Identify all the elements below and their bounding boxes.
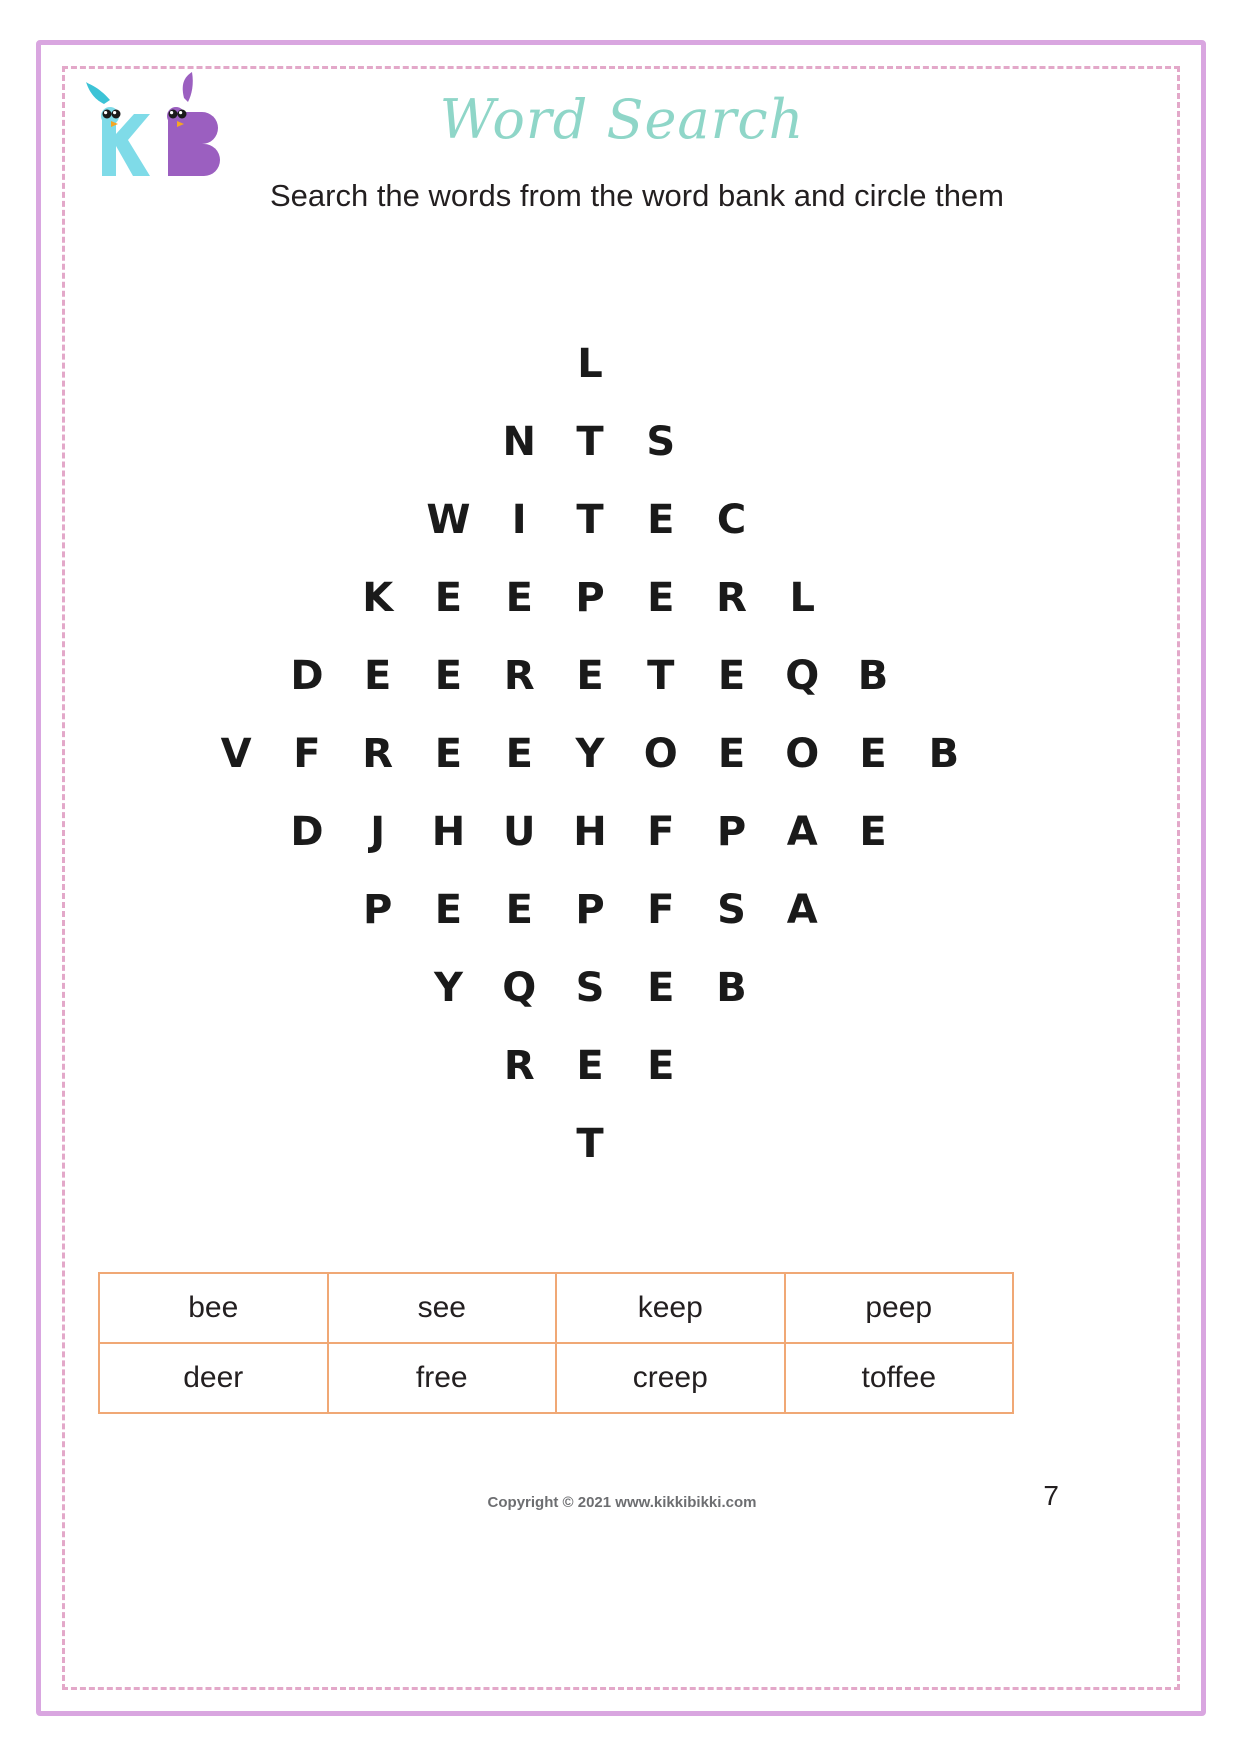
grid-cell[interactable]: E (364, 653, 392, 699)
word-bank-cell[interactable]: free (328, 1343, 557, 1413)
grid-cell[interactable]: E (576, 653, 604, 699)
grid-row (130, 637, 1050, 715)
grid-cell[interactable]: Y (433, 965, 463, 1011)
grid-cell[interactable]: E (505, 575, 533, 621)
table-row (99, 1273, 1013, 1343)
grid-cell[interactable]: W (426, 497, 471, 543)
grid-cell[interactable]: E (859, 731, 887, 777)
table-row (99, 1343, 1013, 1413)
grid-cell[interactable]: F (647, 887, 675, 933)
grid-row (130, 871, 1050, 949)
grid-cell[interactable]: A (786, 809, 818, 855)
grid-cell[interactable]: E (717, 653, 746, 699)
word-bank-table (98, 1272, 1014, 1414)
grid-cell[interactable]: S (575, 965, 605, 1011)
grid-row (130, 949, 1050, 1027)
grid-cell[interactable]: P (575, 887, 605, 933)
grid-cell[interactable]: H (431, 809, 466, 855)
grid-cell[interactable]: Q (502, 965, 537, 1011)
grid-row (130, 559, 1050, 637)
word-search-grid[interactable] (130, 325, 1050, 1183)
grid-cell[interactable]: D (290, 653, 324, 699)
grid-cell[interactable]: D (290, 809, 324, 855)
grid-cell[interactable]: J (370, 809, 386, 855)
grid-cell[interactable]: I (511, 497, 527, 543)
word-bank-cell[interactable]: creep (556, 1343, 785, 1413)
grid-cell[interactable]: E (647, 1043, 675, 1089)
grid-cell[interactable]: L (789, 575, 816, 621)
grid-cell[interactable]: E (647, 497, 675, 543)
grid-cell[interactable]: O (785, 731, 820, 777)
grid-cell[interactable]: P (363, 887, 393, 933)
word-bank-cell[interactable]: deer (99, 1343, 328, 1413)
grid-cell[interactable]: R (362, 731, 394, 777)
grid-cell[interactable]: R (716, 575, 747, 621)
grid-row (130, 325, 1050, 403)
grid-cell[interactable]: E (434, 731, 463, 777)
grid-cell[interactable]: V (220, 731, 252, 777)
grid-cell[interactable]: S (717, 887, 746, 933)
copyright-notice: Copyright © 2021 www.kikkibikki.com (487, 1494, 757, 1511)
grid-cell[interactable]: F (293, 731, 321, 777)
grid-cell[interactable]: B (857, 653, 889, 699)
grid-cell[interactable]: P (716, 809, 747, 855)
grid-cell[interactable]: E (434, 653, 463, 699)
grid-cell[interactable]: K (362, 575, 394, 621)
grid-cell[interactable]: R (503, 1043, 535, 1089)
grid-cell[interactable]: E (859, 809, 887, 855)
page-number: 7 (1043, 1480, 1059, 1511)
grid-cell[interactable]: A (786, 887, 818, 933)
grid-row (130, 481, 1050, 559)
grid-cell[interactable]: T (576, 497, 604, 543)
grid-cell[interactable]: H (573, 809, 607, 855)
grid-cell[interactable]: E (434, 575, 463, 621)
grid-cell[interactable]: S (646, 419, 676, 465)
grid-cell[interactable]: Y (575, 731, 605, 777)
grid-cell[interactable]: T (576, 1121, 604, 1167)
grid-cell[interactable]: E (647, 965, 675, 1011)
grid-row (130, 1027, 1050, 1105)
word-bank-cell[interactable]: toffee (785, 1343, 1014, 1413)
grid-cell[interactable]: B (928, 731, 960, 777)
grid-cell[interactable]: E (647, 575, 675, 621)
grid-cell[interactable]: E (505, 887, 533, 933)
grid-cell[interactable]: U (502, 809, 536, 855)
grid-cell[interactable]: R (503, 653, 535, 699)
grid-cell[interactable]: E (717, 731, 746, 777)
grid-cell[interactable]: E (434, 887, 463, 933)
grid-cell[interactable]: E (505, 731, 533, 777)
grid-row (130, 715, 1050, 793)
word-bank-cell[interactable]: keep (556, 1273, 785, 1343)
grid-row (130, 793, 1050, 871)
page-instructions: Search the words from the word bank and circle them (269, 178, 1004, 213)
grid-cell[interactable]: B (716, 965, 747, 1011)
word-bank-cell[interactable]: peep (785, 1273, 1014, 1343)
grid-cell[interactable]: L (577, 341, 603, 387)
grid-cell[interactable]: T (647, 653, 675, 699)
grid-cell[interactable]: O (643, 731, 678, 777)
word-bank-cell[interactable]: see (328, 1273, 557, 1343)
grid-row (130, 1105, 1050, 1183)
grid-cell[interactable]: E (576, 1043, 604, 1089)
grid-cell[interactable]: T (576, 419, 604, 465)
grid-cell[interactable]: C (716, 497, 747, 543)
grid-row (130, 403, 1050, 481)
word-bank-cell[interactable]: bee (99, 1273, 328, 1343)
grid-cell[interactable]: Q (785, 653, 820, 699)
grid-cell[interactable]: F (647, 809, 675, 855)
grid-cell[interactable]: N (502, 419, 536, 465)
grid-cell[interactable]: P (575, 575, 605, 621)
page-title: Word Search (439, 88, 805, 151)
